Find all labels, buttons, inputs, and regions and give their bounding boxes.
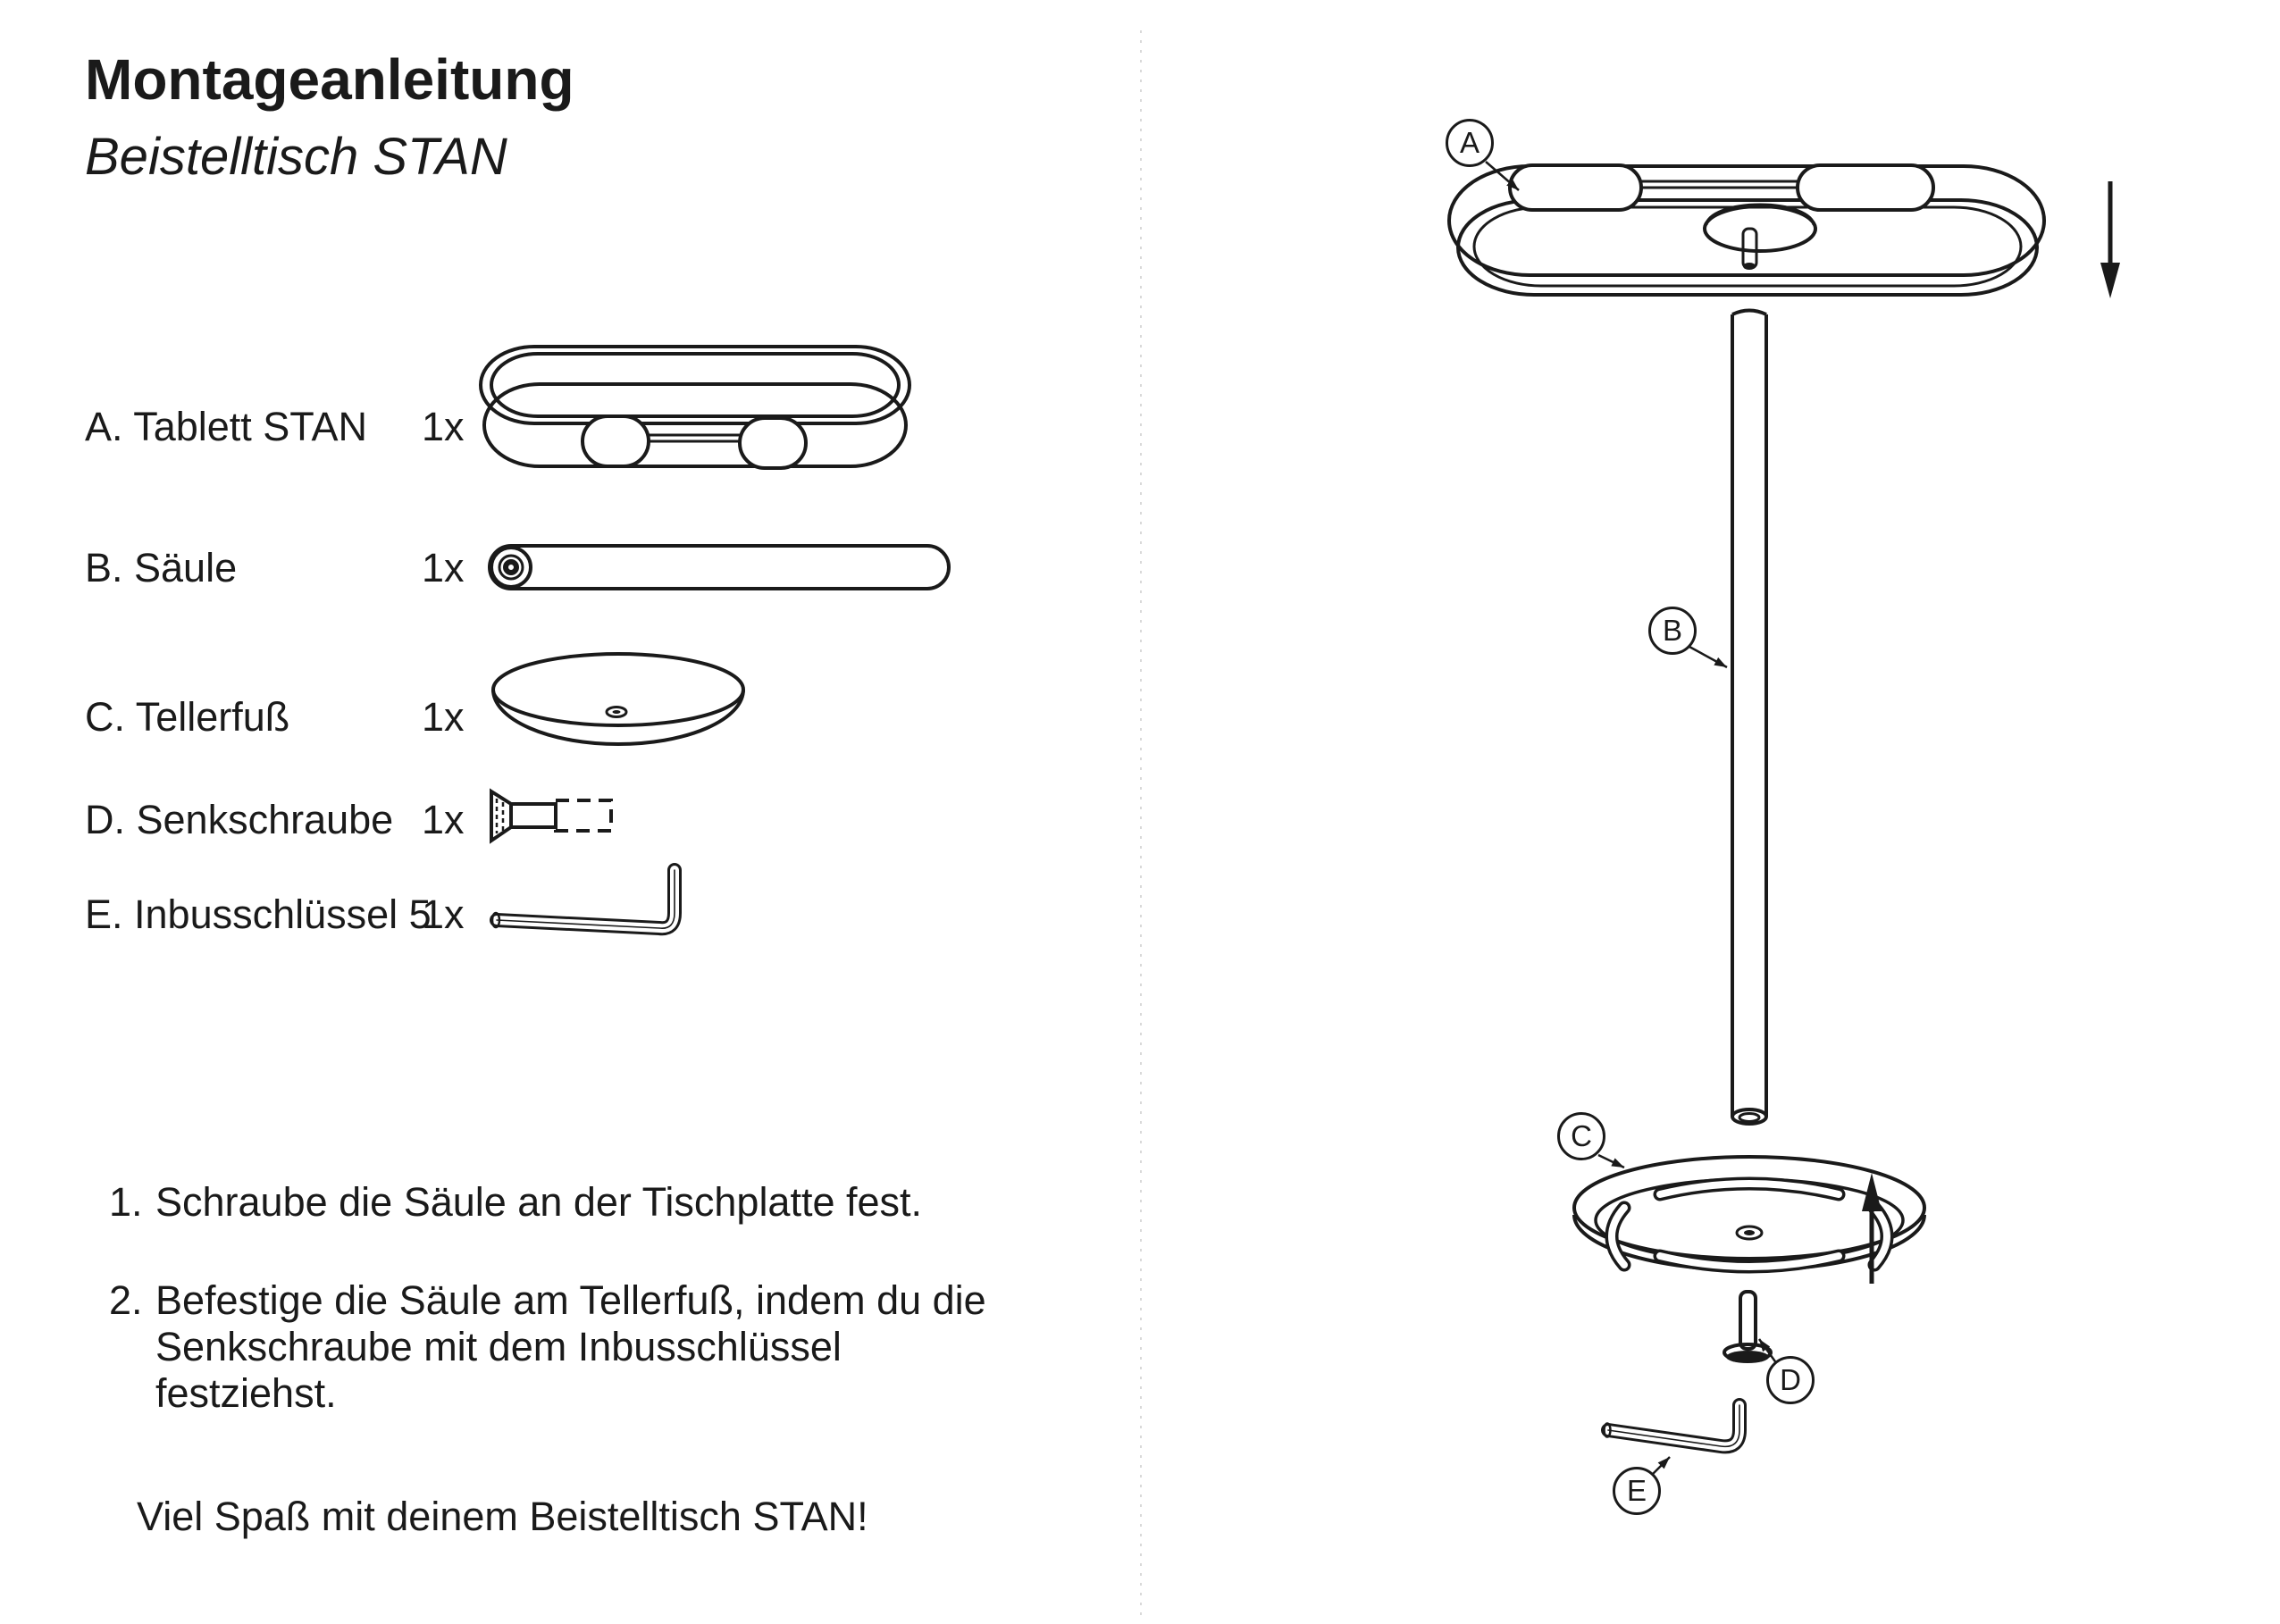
step-number: 1.: [109, 1179, 143, 1225]
part-qty: 1x: [422, 404, 465, 449]
label-bubble-d: [1766, 1356, 1815, 1404]
label-letter: B: [1662, 614, 1682, 647]
page-title: Montageanleitung: [85, 47, 574, 112]
part-qty: 1x: [422, 545, 465, 590]
part-row-e: [0, 892, 1135, 942]
step-1: [109, 1179, 922, 1226]
part-row-d: [0, 797, 1135, 847]
part-row-b: [0, 545, 1135, 595]
leader-e: [1652, 1457, 1670, 1475]
page-subtitle: Beistelltisch STAN: [85, 128, 507, 186]
label-letter: A: [1459, 126, 1479, 159]
label-letter: E: [1626, 1474, 1647, 1507]
leader-c: [1598, 1155, 1624, 1168]
part-label: E. Inbusschlüssel 5: [85, 892, 432, 937]
label-bubble-c: [1557, 1112, 1605, 1160]
diagram-column: [1732, 311, 1766, 1125]
label-letter: D: [1780, 1363, 1801, 1396]
label-letter: C: [1571, 1119, 1592, 1152]
part-label: D. Senkschraube: [85, 797, 394, 842]
step-text: Schraube die Säule an der Tischplatte fest.: [155, 1179, 923, 1225]
part-row-c: [0, 694, 1135, 744]
part-row-a: [0, 404, 1135, 454]
leader-b: [1689, 647, 1727, 667]
part-qty: 1x: [422, 694, 465, 740]
diagram-allen-key: [1605, 1405, 1740, 1446]
part-label: B. Säule: [85, 545, 238, 590]
diagram-screw: [1724, 1292, 1771, 1363]
step-number: 2.: [109, 1277, 143, 1323]
part-qty: 1x: [422, 797, 465, 842]
diagram-tray: [1449, 165, 2044, 295]
down-arrow-icon: [2100, 181, 2120, 298]
label-bubble-a: [1446, 119, 1494, 167]
label-bubble-b: [1648, 607, 1697, 655]
step-text: Befestige die Säule am Tellerfuß, indem du die Senkschraube mit dem Inbusschlüssel festziehst.: [155, 1277, 986, 1416]
part-label: A. Tablett STAN: [85, 404, 367, 449]
part-qty: 1x: [422, 892, 465, 937]
step-2: [109, 1277, 991, 1417]
part-label: C. Tellerfuß: [85, 694, 290, 740]
label-bubble-e: [1613, 1467, 1661, 1515]
closing-message: Viel Spaß mit deinem Beistelltisch STAN!: [137, 1494, 868, 1539]
